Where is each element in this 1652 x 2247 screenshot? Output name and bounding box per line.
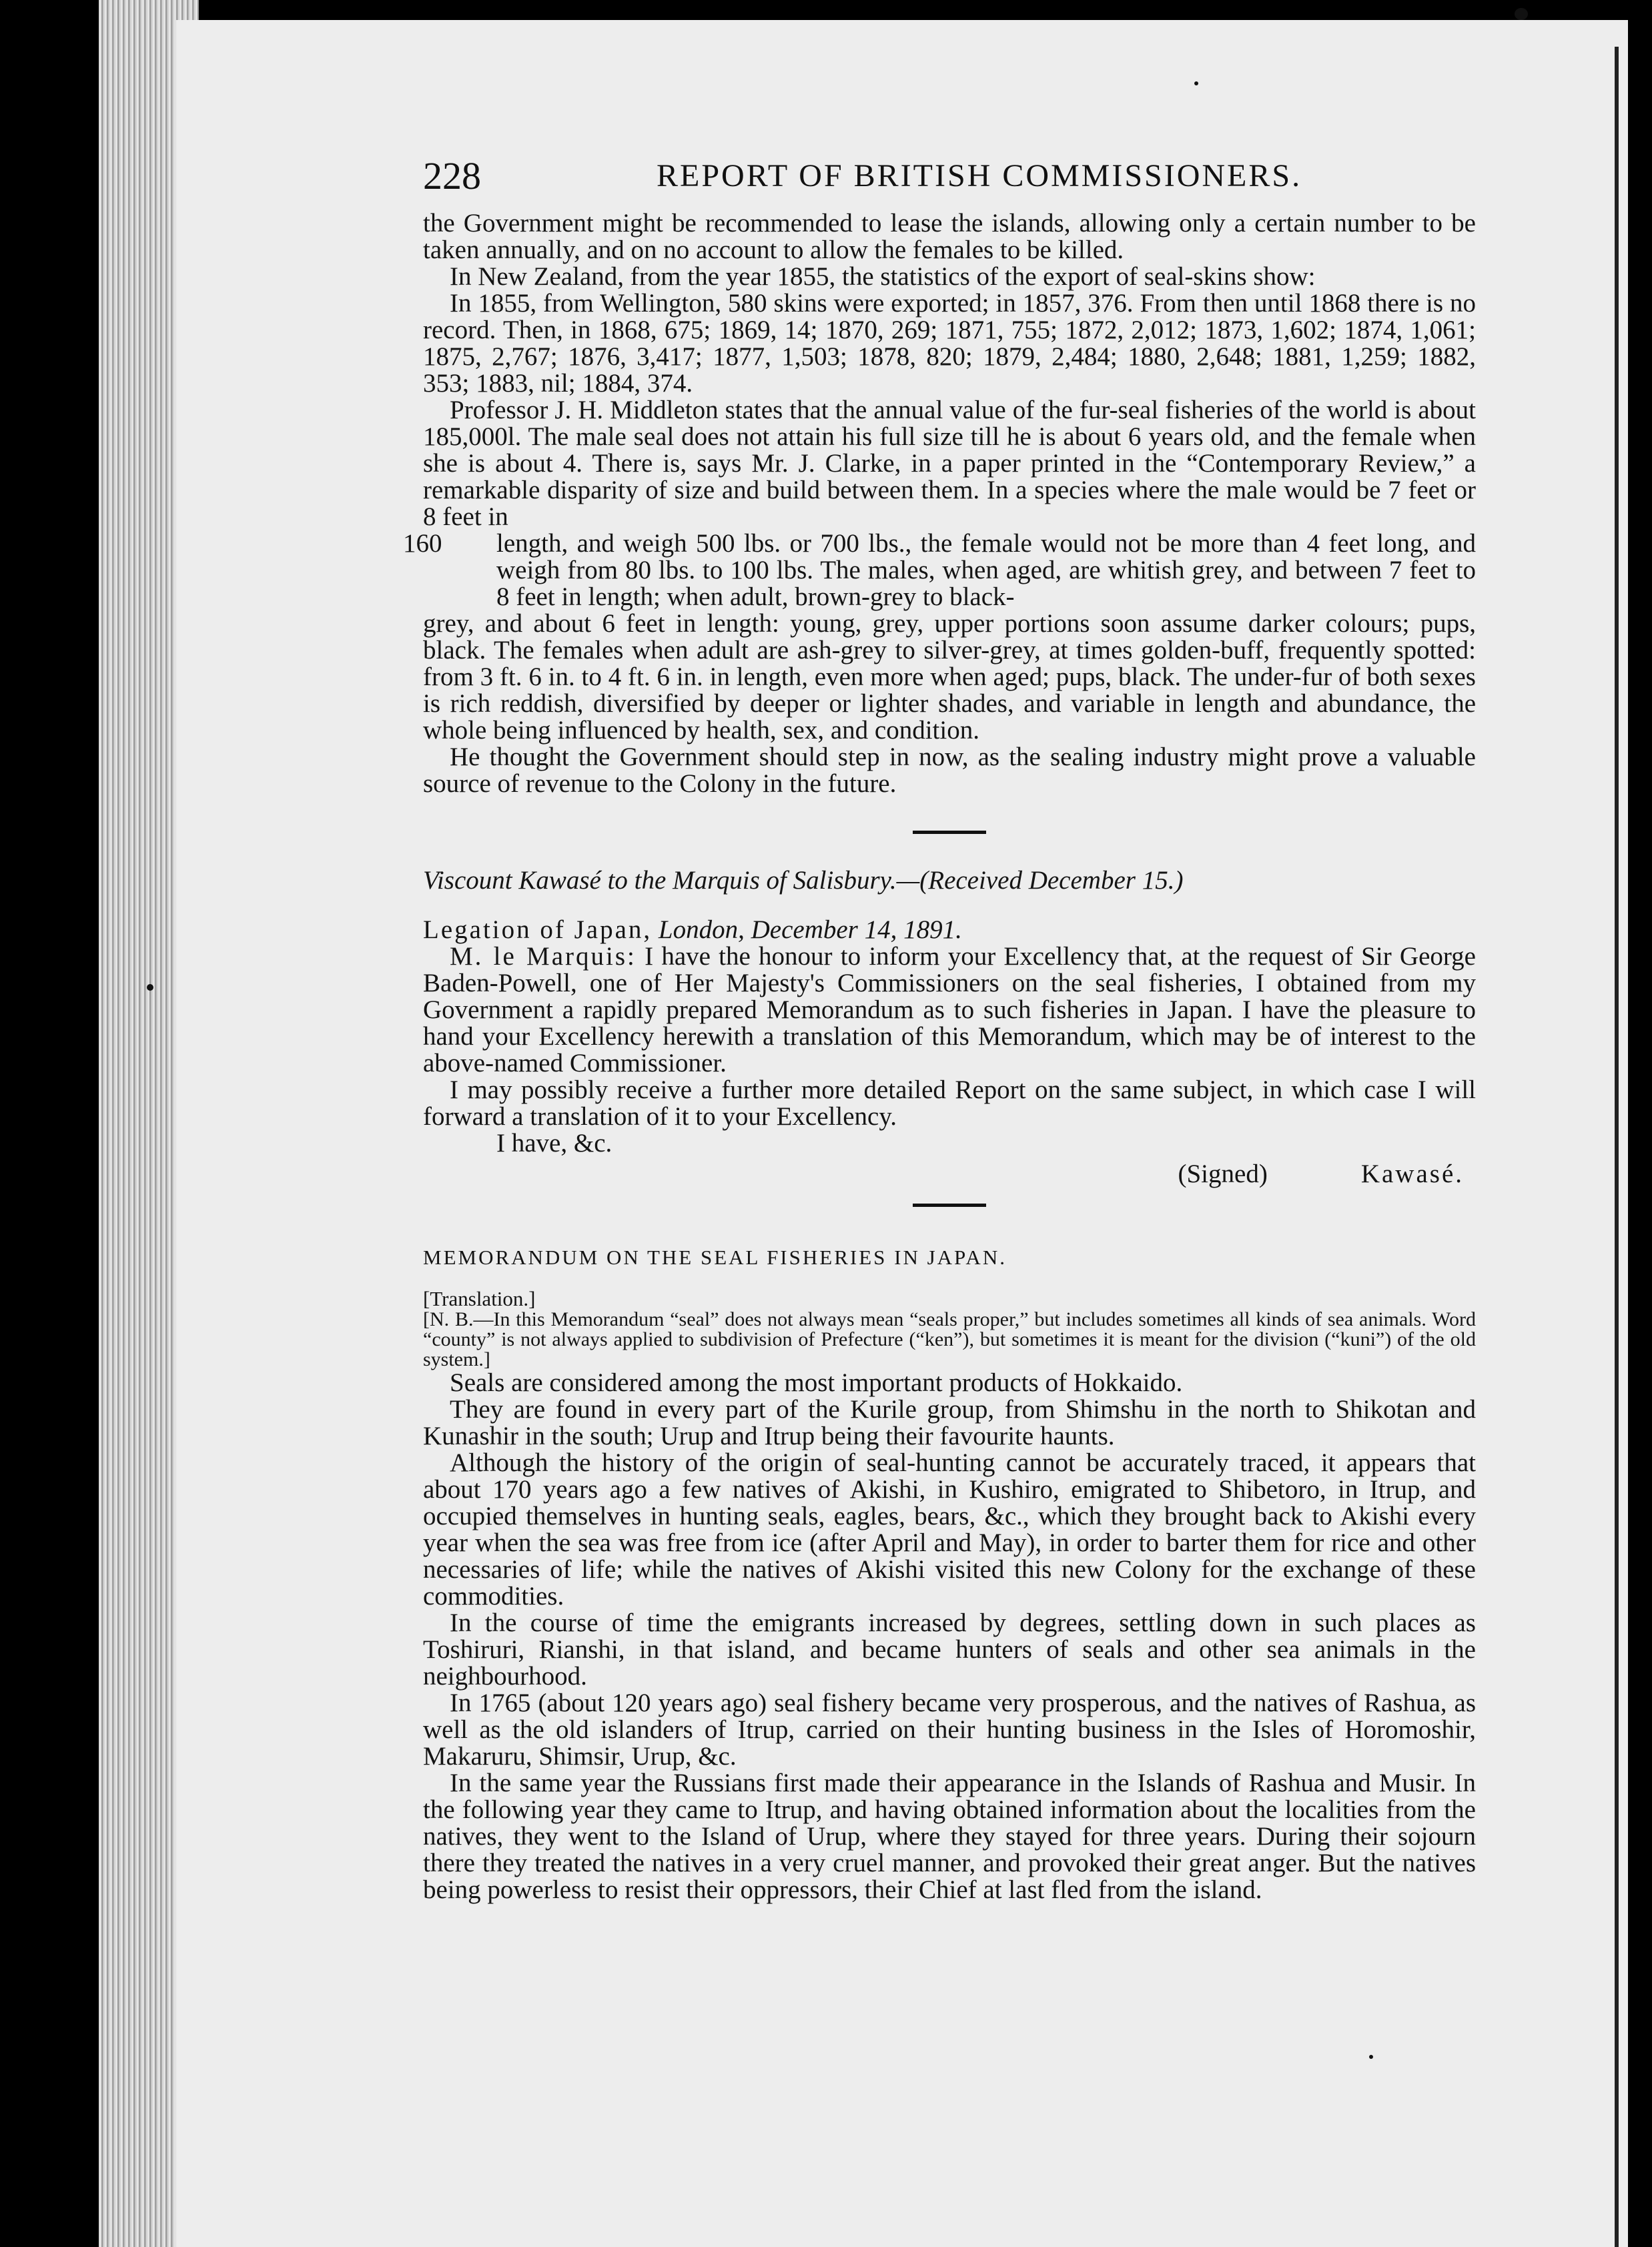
- salutation: M. le Marquis:: [450, 942, 637, 971]
- paragraph: grey, and about 6 feet in length: young, grey, upper portions soon assume darker colours; pups, black. The females when adult are ash-grey to silver-grey, at times golden-buff, frequently spotted: from 3 ft. 6 in. to 4 ft. 6 in. in length, even more when aged; pups, black. The under-fur of both sexes is rich reddish, diversified by deeper or lighter shades, and variable in length and abundance, the whole being influenced by health, sex, and condition.: [423, 609, 1476, 745]
- section-divider: [913, 1204, 986, 1207]
- letter-heading: Viscount Kawasé to the Marquis of Salisbury.—(Received December 15.): [423, 866, 1184, 895]
- letter-closing: I have, &c.: [496, 1129, 612, 1158]
- signed-label: (Signed): [1178, 1160, 1268, 1188]
- legation-label: Legation of Japan,: [423, 915, 653, 944]
- scan-speck: [1369, 2055, 1373, 2059]
- memo-paragraph: They are found in every part of the Kurile group, from Shimshu in the north to Shikotan and Kunashir in the south; Urup and Itrup being their favourite haunts.: [423, 1395, 1476, 1450]
- scan-speck: [1515, 8, 1528, 20]
- memo-paragraph: Although the history of the origin of seal-hunting cannot be accurately traced, it appears that about 170 years ago a few natives of Akishi, in Kushiro, emigrated to Shibetoro, in Itrup, and occupied themselves in hunting seals, eagles, bears, &c., which they brought back to Akishi every year when the sea was free from ice (after April and May), in order to barter them for rice and other necessaries of life; while the natives of Akishi visited this new Colony for the exchange of these commodities.: [423, 1448, 1476, 1611]
- paragraph: In New Zealand, from the year 1855, the statistics of the export of seal-skins show:: [450, 262, 1316, 291]
- paragraph: I may possibly receive a further more detailed Report on the same subject, in which case I will forward a translation of it to your Excellency.: [423, 1075, 1476, 1131]
- memo-translation: [Translation.]: [423, 1287, 536, 1310]
- scan-speck: [147, 984, 153, 991]
- scan-speck: [1194, 81, 1198, 85]
- memo-note: [N. B.—In this Memorandum “seal” does not always mean “seals proper,” but includes sometimes all kinds of sea animals. Word “county” is not always applied to subdivision of Prefecture (“ken”), but sometimes it is meant for the division (“kuni”) of the old system.]: [423, 1308, 1476, 1370]
- letter-dateline: [423, 917, 1476, 943]
- margin-number: 160: [403, 529, 442, 558]
- page-number: 228: [423, 154, 481, 197]
- gutter-line: [1615, 47, 1619, 2247]
- memo-paragraph: In the course of time the emigrants increased by degrees, settling down in such places as Toshiruri, Rianshi, in that island, and became hunters of seals and other sea animals in the neighbourhood.: [423, 1609, 1476, 1691]
- memo-paragraph: Seals are considered among the most important products of Hokkaido.: [450, 1368, 1183, 1397]
- paragraph: the Government might be recommended to lease the islands, allowing only a certain number to be taken annually, and on no account to allow the females to be killed.: [423, 209, 1476, 264]
- memo-title: MEMORANDUM ON THE SEAL FISHERIES IN JAPAN.: [423, 1246, 1007, 1269]
- indented-block: [403, 529, 1476, 611]
- paragraph: He thought the Government should step in now, as the sealing industry might prove a valuable source of revenue to the Colony in the future.: [423, 743, 1476, 798]
- paragraph: length, and weigh 500 lbs. or 700 lbs., the female would not be more than 4 feet long, and weigh from 80 lbs. to 100 lbs. The males, when aged, are whitish grey, and between 7 feet to 8 feet in length; when adult, brown-grey to black-: [496, 529, 1476, 611]
- paragraph: In 1855, from Wellington, 580 skins were exported; in 1857, 376. From then until 1868 there is no record. Then, in 1868, 675; 1869, 14; 1870, 269; 1871, 755; 1872, 2,012; 1873, 1,602; 1874, 1,061; 1875, 2,767; 1876, 3,417; 1877, 1,503; 1878, 820; 1879, 2,484; 1880, 2,648; 1881, 1,259; 1882, 353; 1883, nil; 1884, 374.: [423, 289, 1476, 398]
- letter-text: I have the honour to inform your Excellency that, at the request of Sir George Baden-Powell, one of Her Majesty's Commissioners on the seal fisheries, I obtained from my Government a rapidly prepared Memorandum as to such fisheries in Japan. I have the pleasure to hand your Excellency herewith a translation of this Memorandum, which may be of interest to the above-named Commissioner.: [423, 942, 1476, 1077]
- signature-line: [423, 1161, 1476, 1188]
- letter-body: [423, 943, 1476, 1077]
- paragraph: Professor J. H. Middleton states that the annual value of the fur-seal fisheries of the world is about 185,000l. The male seal does not attain his full size till he is about 6 years old, and the female when she is about 4. There is, says Mr. J. Clarke, in a paper printed in the “Contemporary Review,” a remarkable disparity of size and build between them. In a species where the male would be 7 feet or 8 feet in: [423, 396, 1476, 531]
- memo-paragraph: In the same year the Russians first made their appearance in the Islands of Rashua and Musir. In the following year they came to Itrup, and having obtained information about the localities from the natives, they went to the Island of Urup, where they stayed for three years. During their sojourn there they treated the natives in a very cruel manner, and provoked their great anger. But the natives being powerless to resist their oppressors, their Chief at last fled from the island.: [423, 1769, 1476, 1904]
- page-header: [423, 153, 1460, 197]
- section-divider: [913, 831, 986, 834]
- page-body: [403, 209, 1476, 1904]
- scan-border: [1628, 0, 1652, 2247]
- signer-name: Kawasé.: [1360, 1160, 1464, 1188]
- running-title: REPORT OF BRITISH COMMISSIONERS.: [657, 158, 1302, 193]
- memo-paragraph: In 1765 (about 120 years ago) seal fishery became very prosperous, and the natives of Rashua, as well as the old islanders of Itrup, carried on their hunting business in the Isles of Horomoshir, Makaruru, Shimsir, Urup, &c.: [423, 1689, 1476, 1771]
- letter-date: London, December 14, 1891.: [658, 915, 962, 944]
